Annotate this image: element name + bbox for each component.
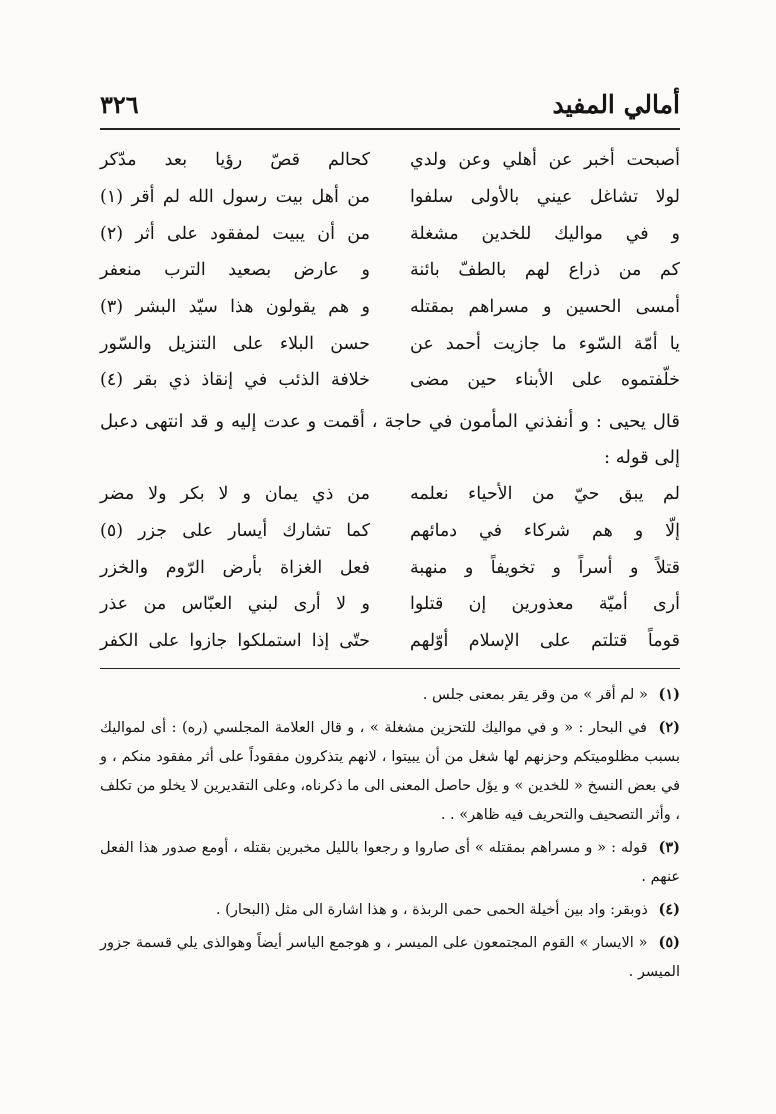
verse-second-hemistich: خلافة الذئب في إنقاذ ذي بقر (٤): [100, 370, 370, 391]
verse: [100, 549, 680, 586]
verse: [100, 476, 680, 513]
verse: [100, 289, 680, 326]
verse-first-hemistich: و في مواليك للخدين مشغلة: [410, 223, 680, 244]
running-header: [100, 84, 680, 124]
prose-paragraph: قال يحيى : و أنفذني المأمون في حاجة ، أقمت و عدت إليه و قد انتهى دعبل إلى قوله :: [100, 411, 680, 468]
footnote: [100, 895, 680, 925]
footnote: [100, 680, 680, 710]
verse-first-hemistich: لم يبق حيّ من الأحياء نعلمه: [410, 484, 680, 505]
verse-first-hemistich: قتلاً و أسراً و تخويفاً و منهبة: [410, 557, 680, 578]
verse-second-hemistich: حسن البلاء على التنزيل والسّور: [100, 333, 370, 354]
verse-first-hemistich: خلّفتموه على الأبناء حين مضى: [410, 370, 680, 391]
footnote: [100, 713, 680, 830]
verse: [100, 179, 680, 216]
page-number: ٣٢٦: [100, 89, 139, 119]
book-title: أمالي المفيد: [552, 89, 680, 119]
verse-second-hemistich: من أهل بيت رسول الله لم أقر (١): [100, 187, 370, 208]
footnote-number: (٥): [658, 934, 680, 951]
footnote: [100, 928, 680, 987]
verse: [100, 215, 680, 252]
footnote: [100, 833, 680, 892]
verse: [100, 362, 680, 399]
verse: [100, 586, 680, 623]
verse-first-hemistich: كم من ذراع لهم بالطفّ بائنة: [410, 260, 680, 281]
verse-second-hemistich: كما تشارك أيسار على جزر (٥): [100, 521, 370, 542]
footnote-text: في البحار : « و في مواليك للتحزين مشغلة » ، و قال العلامة المجلسي (ره) : أى لمواليك بسبب مظلوميتكم وحزنهم لها شغل من أن يبيتوا ، لانهم يتذكرون مفقوداً على أثر مفقود منكم ، و في بعض النسخ « للخدين » و يؤل حاصل المعنى الى ما ذكرناه، وعلى التقديرين لا يخلو من تكلف ، وأثر التصحيف والتحريف فيه ظاهر» . .: [100, 720, 680, 823]
verse-second-hemistich: من ذي يمان و لا بكر ولا مضر: [100, 484, 370, 505]
footnote-number: (٢): [658, 719, 680, 736]
footnote-text: قوله : « و مسراهم بمقتله » أى صاروا و رجعوا بالليل مخبرين بقتله ، أومع صدور هذا الفعل عنهم .: [100, 840, 680, 885]
verse-first-hemistich: أمسى الحسين و مسراهم بمقتله: [410, 297, 680, 318]
verse-first-hemistich: قوماً قتلتم على الإسلام أوّلهم: [410, 631, 680, 652]
verse-first-hemistich: أرى أميّة معذورين إن قتلوا: [410, 594, 680, 615]
verse: [100, 623, 680, 660]
verse-first-hemistich: أصبحت أخبر عن أهلي وعن ولدي: [410, 150, 680, 171]
verse-second-hemistich: فعل الغزاة بأرض الرّوم والخزر: [100, 557, 370, 578]
verse-first-hemistich: لولا تشاغل عيني بالأولى سلفوا: [410, 187, 680, 208]
verse: [100, 252, 680, 289]
footnote-text: « الايسار » القوم المجتمعون على الميسر ، و هوجمع الياسر أيضاً وهوالذى يلي قسمة جزور الميسر .: [100, 935, 680, 980]
poem-block-1: [100, 142, 680, 399]
footnote-number: (١): [658, 686, 680, 703]
verse-first-hemistich: يا أمّة السّوء ما جازيت أحمد عن: [410, 333, 680, 354]
verse-second-hemistich: كحالم قصّ رؤيا بعد مدّكر: [100, 150, 370, 171]
footnote-text: ذوبقر: واد بين أخيلة الحمى حمى الربذة ، و هذا اشارة الى مثل (البحار) .: [215, 902, 648, 918]
header-rule: [100, 128, 680, 130]
verse: [100, 142, 680, 179]
poem-block-2: [100, 476, 680, 659]
verse-second-hemistich: من أن يبيت لمفقود على أثر (٢): [100, 223, 370, 244]
footnote-text: « لم أقر » من وقر يقر بمعنى جلس .: [422, 687, 648, 703]
verse-second-hemistich: و هم يقولون هذا سيّد البشر (٣): [100, 297, 370, 318]
footnote-number: (٣): [658, 839, 681, 856]
verse: [100, 513, 680, 550]
verse-first-hemistich: إلّا و هم شركاء في دمائهم: [410, 521, 680, 542]
footnotes: [100, 680, 680, 990]
verse: [100, 325, 680, 362]
footnote-number: (٤): [658, 901, 680, 918]
footnote-rule: [100, 668, 680, 669]
verse-second-hemistich: حتّى إذا استملكوا جازوا على الكفر: [100, 631, 370, 652]
verse-second-hemistich: و عارض بصعيد الترب منعفر: [100, 260, 370, 281]
verse-second-hemistich: و لا أرى لبني العبّاس من عذر: [100, 594, 370, 615]
